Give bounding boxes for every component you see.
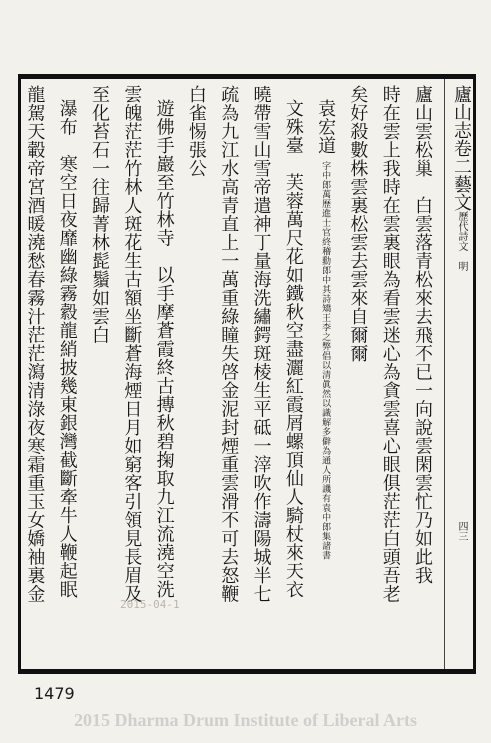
column-text: 疏為九江水高青直上一萬重綠瞳失啓金泥封煙重雲滑不可去怒鞭 [218,85,240,603]
column-text: 矣好殺數株雲裏松雲去雲來自爾爾 [347,85,369,363]
column-text: 文殊臺 芙蓉萬尺花如鐵秋空盡灑紅霞屑螺頂仙人騎杖來天衣 [282,99,304,599]
book-spine [451,85,471,663]
column-text: 龍駕天轂帝宮酒暖澆愁春霧汁茫茫瀉清淥夜寒霜重玉女嬌袖裏金 [24,85,46,603]
page-frame [18,74,476,674]
text-column [217,85,239,663]
text-column [153,85,175,663]
spine-subsection: 歷代詩文 [456,211,467,251]
column-text: 廬山雲松巢 白雲落青松來去飛不已一向說雲閑雲忙乃如此我 [412,85,433,585]
text-column [250,85,272,663]
text-column [314,85,336,663]
spine-leaf: 四三 [456,521,467,541]
text-column [379,85,401,663]
text-column [346,85,368,663]
column-text: 雲魄茫茫竹林人斑花生古額坐斷蒼海煙日月如窮客引領見長眉及 [121,85,143,603]
page-number: 1479 [34,684,75,703]
text-column [23,85,45,663]
text-column [88,85,110,663]
text-column [56,85,78,663]
spine-volume: 卷二 [451,139,472,175]
column-text: 曉帶雪山雪帝遣神丁量海洗繡鍔斑棱生平砥一滓吹作濤陽城半七 [250,85,272,603]
watermark: 2015 Dharma Drum Institute of Liberal Arts [74,710,417,730]
date-stamp: 2015-04-1 [120,598,180,611]
spine-book-title: 廬山志 [451,85,472,139]
column-text: 遊佛手巖至竹林寺 以手摩蒼霞終古摶秋碧掬取九江流澆空洗 [153,99,175,599]
text-column [120,85,142,663]
column-text: 瀑布 寒空日夜靡幽綠霧縠龍綃披幾東銀灣截斷牽牛人鞭起眠 [56,99,78,599]
column-text: 袁宏道 [315,99,337,155]
spine-section: 藝文 [451,175,472,211]
spine-divider [444,79,445,669]
column-text: 至化苔石一往歸菁林髭鬚如雲白 [89,85,110,344]
text-column [185,85,207,663]
text-column [282,85,304,663]
text-column [411,85,433,663]
spine-dynasty: 明 [456,261,467,271]
column-text: 時在雲上我時在雲裏眼為看雲迷心為貪雲喜心眼俱茫茫白頭吾老 [379,85,401,603]
column-text: 白雀惕張公 [185,85,207,178]
column-note: 字中郎萬歷進士官終稽勳郎中其詩矯王李之弊倡以清眞然以識解多僻為通人所譏有袁中郎集諸書 [320,160,331,560]
